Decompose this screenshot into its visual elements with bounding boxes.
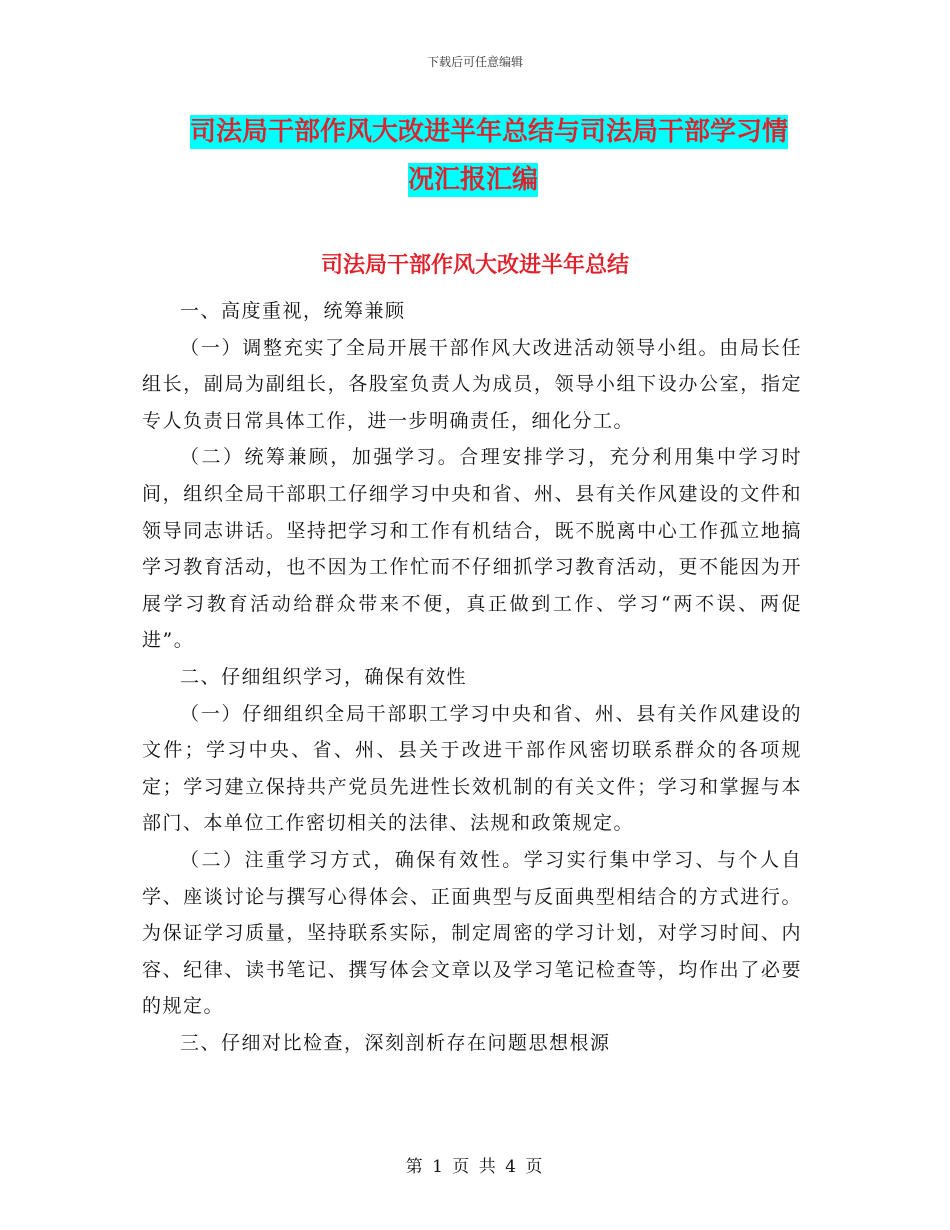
document-title-line-2: 况汇报汇编 [408, 165, 539, 195]
page-header-note: 下载后可任意编辑 [426, 55, 523, 69]
document-title-line-1: 司法局干部作风大改进半年总结与司法局干部学习情 [190, 117, 789, 147]
heading-1: 一、高度重视，统筹兼顾 [180, 300, 406, 322]
heading-3: 三、仔细对比检查，深刻剖析存在问题思想根源 [180, 1031, 611, 1054]
document-title [190, 108, 810, 204]
page-number: 第 1 页 共 4 页 [405, 1157, 545, 1177]
heading-2: 二、仔细组织学习，确保有效性 [180, 665, 468, 688]
paragraph: （二）统筹兼顾，加强学习。合理安排学习，充分利用集中学习时间，组织全局干部职工仔细学习中央和省、州、县有关作风建设的文件和领导同志讲话。坚持把学习和工作有机结合，既不脱离中心工作孤立地搞学习教育活动，也不因为工作忙而不仔细抓学习教育活动，更不能因为开展学习教育活动给群众带来不便，真正做到工作、学习“两不误、两促进”。 [142, 446, 802, 652]
paragraph: （二）注重学习方式，确保有效性。学习实行集中学习、与个人自学、座谈讨论与撰写心得体会、正面典型与反面典型相结合的方式进行。为保证学习质量，坚持联系实际，制定周密的学习计划，对学习时间、内容、纪律、读书笔记、撰写体会文章以及学习笔记检查等，均作出了必要的规定。 [142, 848, 802, 1018]
document-body [142, 293, 802, 1061]
section-title: 司法局干部作风大改进半年总结 [320, 253, 629, 278]
paragraph: （一）调整充实了全局开展干部作风大改进活动领导小组。由局长任组长，副局为副组长，各股室负责人为成员，领导小组下设办公室，指定专人负责日常具体工作，进一步明确责任，细化分工。 [142, 336, 802, 432]
paragraph: （一）仔细组织全局干部职工学习中央和省、州、县有关作风建设的文件；学习中央、省、州、县关于改进干部作风密切联系群众的各项规定；学习建立保持共产党员先进性长效机制的有关文件；学习和掌握与本部门、本单位工作密切相关的法律、法规和政策规定。 [142, 702, 802, 835]
